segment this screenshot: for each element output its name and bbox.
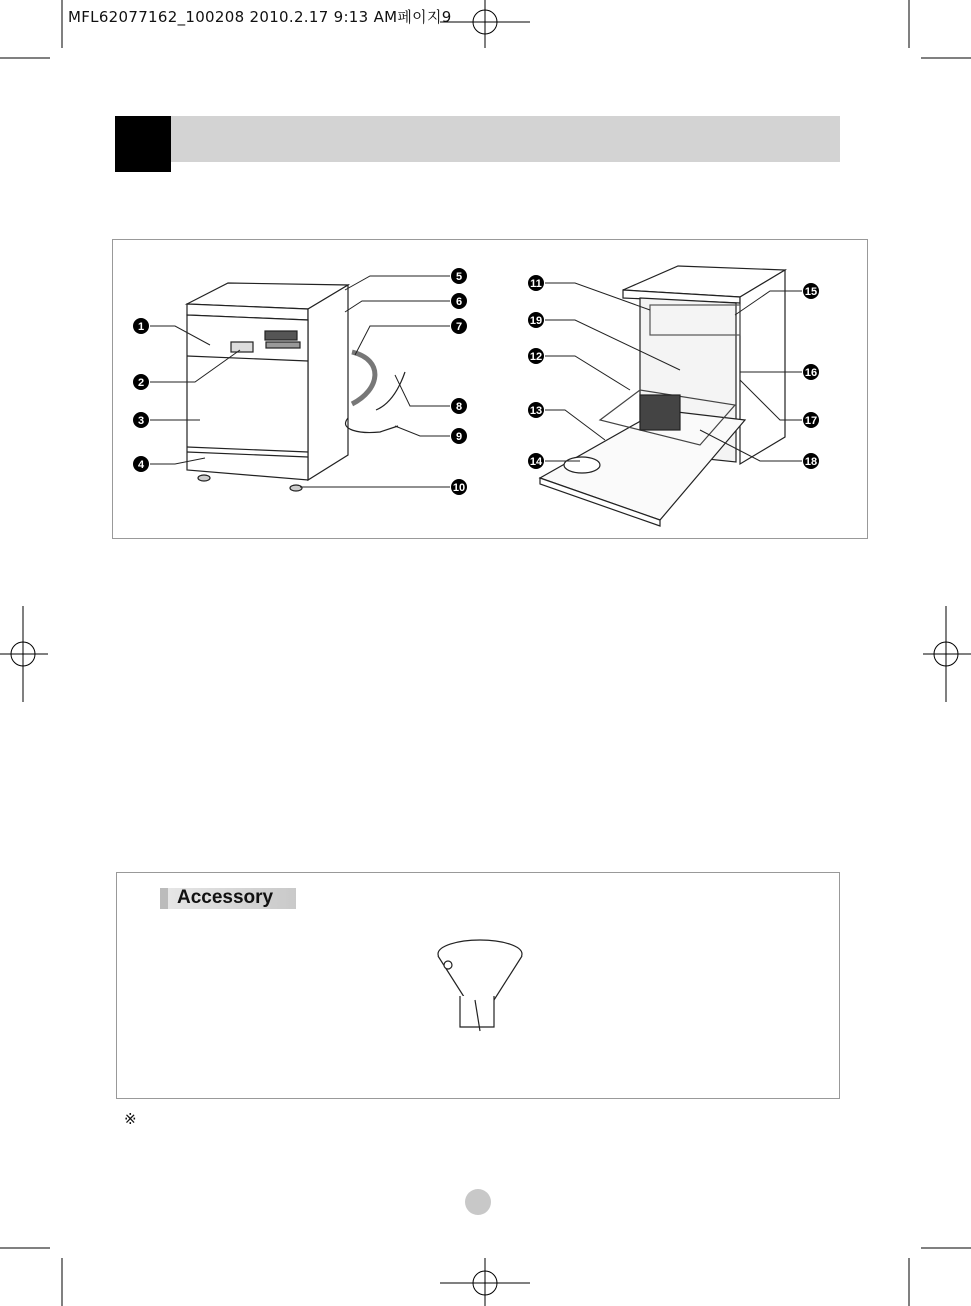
svg-text:9: 9	[455, 431, 463, 443]
svg-text:4: 4	[137, 459, 145, 471]
svg-text:19: 19	[529, 315, 543, 327]
svg-text:5: 5	[455, 271, 463, 283]
svg-text:11: 11	[530, 278, 542, 290]
svg-text:13: 13	[529, 405, 543, 417]
svg-text:1: 1	[137, 321, 145, 333]
svg-text:12: 12	[529, 351, 543, 363]
print-slug: MFL62077162_100208 2010.2.17 9:13 AM페이지9	[68, 8, 452, 26]
svg-text:6: 6	[455, 296, 463, 308]
svg-text:7: 7	[455, 321, 463, 333]
svg-text:18: 18	[804, 456, 818, 468]
svg-text:14: 14	[529, 456, 543, 468]
svg-text:10: 10	[452, 482, 466, 494]
svg-text:3: 3	[137, 415, 145, 427]
note-mark: ※	[124, 1110, 137, 1128]
svg-text:16: 16	[804, 367, 818, 379]
svg-text:8: 8	[455, 401, 463, 413]
page-number-dot	[465, 1189, 491, 1215]
svg-text:15: 15	[804, 286, 818, 298]
accessory-label: Accessory	[177, 887, 274, 908]
svg-text:2: 2	[137, 377, 145, 389]
svg-text:17: 17	[804, 415, 818, 427]
